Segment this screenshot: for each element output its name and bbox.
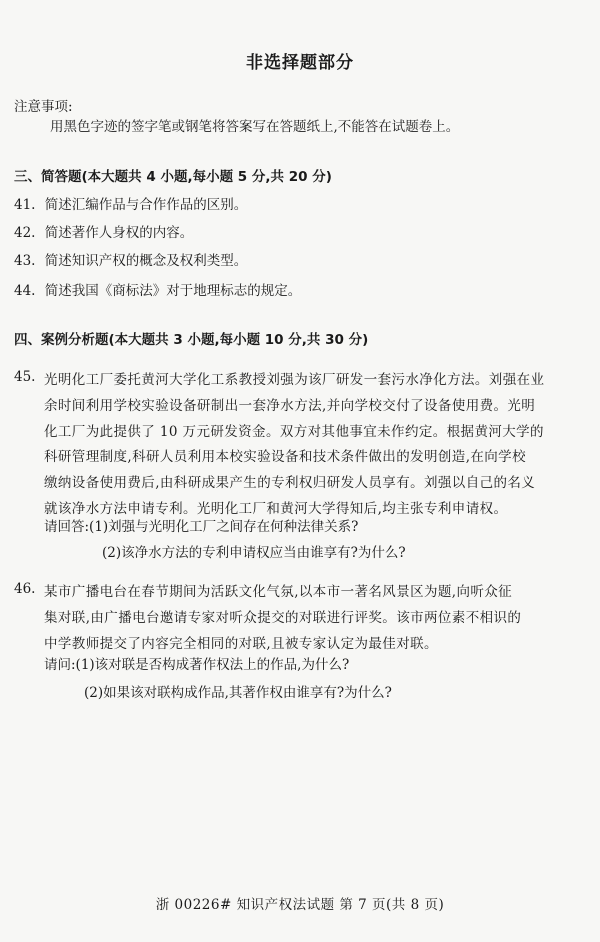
page-footer: 浙 00226# 知识产权法试题 第 7 页(共 8 页): [155, 897, 445, 913]
question-45-line: 缴纳设备使用费后,由科研成果产生的专利权归研发人员享有。刘强以自己的名义: [44, 475, 536, 491]
question-43: [14, 252, 247, 270]
question-text: 简述著作人身权的内容。: [44, 225, 194, 241]
question-text: 简述我国《商标法》对于地理标志的规定。: [44, 283, 302, 299]
question-45-ask: 请回答:(1)刘强与光明化工厂之间存在何种法律关系?: [44, 519, 359, 535]
question-text: 简述汇编作品与合作作品的区别。: [44, 197, 248, 213]
question-46-line: 集对联,由广播电台邀请专家对听众提交的对联进行评奖。该市两位素不相识的: [44, 610, 522, 626]
question-45-line: 化工厂为此提供了 10 万元研发资金。双方对其他事宜未作约定。根据黄河大学的: [44, 424, 544, 440]
question-44: [14, 282, 301, 300]
question-number: 43.: [14, 253, 36, 269]
question-46-line: 某市广播电台在春节期间为活跃文化气氛,以本市一著名风景区为题,向听众征: [44, 584, 513, 600]
question-45-line: 光明化工厂委托黄河大学化工系教授刘强为该厂研发一套污水净化方法。刘强在业: [44, 372, 545, 388]
question-45-number: 45.: [14, 369, 36, 385]
question-text: 简述知识产权的概念及权利类型。: [44, 253, 248, 269]
question-46-sub2: (2)如果该对联构成作品,其著作权由谁享有?为什么?: [84, 685, 392, 701]
question-46-ask: 请问:(1)该对联是否构成著作权法上的作品,为什么?: [44, 657, 350, 673]
question-45-line: 余时间利用学校实验设备研制出一套净水方法,并向学校交付了设备使用费。光明: [44, 398, 536, 414]
section3-heading: 三、简答题(本大题共 4 小题,每小题 5 分,共 20 分): [14, 169, 332, 185]
question-number: 44.: [14, 283, 36, 299]
notice-text: 用黑色字迹的签字笔或钢笔将答案写在答题纸上,不能答在试题卷上。: [50, 119, 460, 135]
question-number: 41.: [14, 197, 36, 213]
question-number: 42.: [14, 225, 36, 241]
question-42: [14, 224, 193, 242]
notice-label: 注意事项:: [14, 99, 73, 115]
question-45-sub2: (2)该净水方法的专利申请权应当由谁享有?为什么?: [102, 545, 406, 561]
question-41: [14, 196, 247, 214]
question-46-number: 46.: [14, 581, 36, 597]
question-45-line: 就该净水方法申请专利。光明化工厂和黄河大学得知后,均主张专利申请权。: [44, 501, 508, 517]
section4-heading: 四、案例分析题(本大题共 3 小题,每小题 10 分,共 30 分): [14, 332, 369, 348]
question-45-line: 科研管理制度,科研人员利用本校实验设备和技术条件做出的发明创造,在向学校: [44, 449, 526, 465]
question-46-line: 中学教师提交了内容完全相同的对联,且被专家认定为最佳对联。: [44, 636, 438, 652]
page-title: 非选择题部分: [246, 53, 354, 73]
